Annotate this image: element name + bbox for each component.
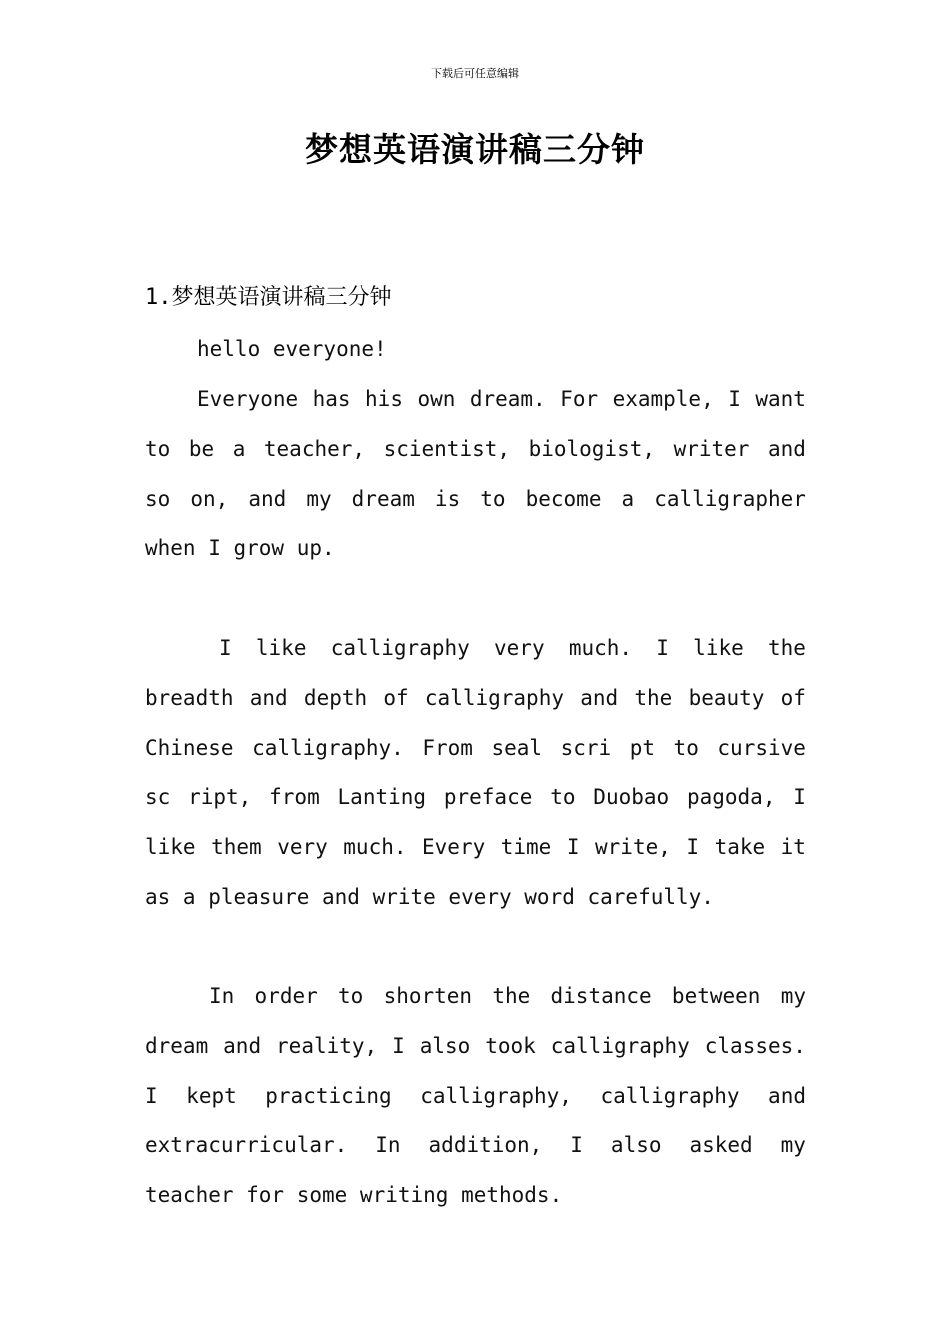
word: cursive [717, 735, 806, 760]
word: took [485, 1033, 536, 1058]
word: like [693, 636, 744, 660]
paragraph-line [145, 475, 806, 525]
page-header-note: 下载后可任意编辑 [431, 67, 519, 80]
word: In [375, 1133, 401, 1158]
word: on, [190, 486, 229, 511]
word: calligraphy [330, 636, 470, 660]
paragraph-line: when I grow up. [145, 536, 335, 561]
word: and [580, 685, 619, 710]
word: shorten [383, 984, 473, 1008]
word: calligraphy, [420, 1083, 572, 1108]
word: to [145, 436, 171, 461]
word: the [492, 984, 531, 1008]
word: preface [443, 785, 533, 810]
word: and [223, 1033, 262, 1058]
word: my [306, 486, 332, 511]
paragraph-line [145, 724, 806, 774]
word: the [767, 636, 806, 660]
word: I [728, 387, 741, 411]
paragraph-line [145, 1072, 806, 1122]
word: calligrapher [654, 486, 806, 511]
word: Everyone [197, 387, 299, 411]
word: very [277, 835, 328, 860]
paragraph-line [145, 972, 806, 1022]
word: to [673, 735, 699, 760]
word: I [392, 1033, 405, 1058]
word: ript, [188, 785, 252, 810]
word: dream [145, 1033, 209, 1058]
word: a [232, 436, 246, 461]
word: classes. [704, 1033, 806, 1058]
paragraph-line [145, 624, 806, 674]
word: extracurricular. [145, 1133, 348, 1158]
paragraph-3 [145, 972, 806, 1221]
word: I [793, 785, 806, 810]
word: asked [689, 1133, 753, 1158]
word: dream [351, 486, 415, 511]
word: depth [303, 685, 368, 710]
word: scri [560, 735, 612, 760]
word: seal [491, 735, 543, 760]
word: much. [568, 636, 633, 660]
word: a [621, 486, 635, 511]
word: I [566, 835, 580, 860]
word: calligraphy [550, 1033, 690, 1058]
word: and [768, 1083, 806, 1108]
section-heading: 1.梦想英语演讲稿三分钟 [145, 285, 392, 310]
word: and [249, 685, 288, 710]
word: teacher, [263, 436, 366, 461]
word: calligraphy. [252, 735, 404, 760]
word: and [767, 436, 806, 461]
paragraph-line [145, 375, 806, 425]
word: I [656, 636, 669, 660]
word: pagoda, [686, 785, 776, 810]
word: writer [673, 436, 750, 461]
paragraph-line [145, 823, 806, 873]
word: kept [186, 1083, 237, 1108]
word: I [219, 636, 232, 660]
word: to [338, 984, 364, 1008]
word: my [780, 984, 806, 1008]
word: pt [629, 735, 655, 760]
word: the [634, 685, 673, 710]
word: calligraphy [424, 685, 564, 710]
word: sc [145, 785, 171, 810]
word: is [434, 486, 461, 511]
word: between [671, 984, 761, 1008]
word: be [188, 436, 215, 461]
word: to [480, 486, 506, 511]
word: From [422, 735, 473, 760]
word: to [550, 785, 576, 810]
word: much. [343, 835, 407, 860]
word: my [780, 1133, 806, 1158]
word: Lanting [337, 785, 427, 810]
greeting-line: hello everyone! [197, 337, 387, 361]
word: reality, [276, 1033, 378, 1058]
word: Chinese [145, 735, 234, 760]
word: beauty [688, 685, 765, 710]
paragraph-line: teacher for some writing methods. [145, 1183, 563, 1208]
word: so [145, 486, 171, 511]
word: want [755, 387, 806, 411]
word: also [419, 1033, 471, 1058]
word: his [365, 387, 403, 411]
paragraph-line: as a pleasure and write every word carefully. [145, 884, 714, 909]
paragraph-line [145, 674, 806, 724]
word: time [500, 835, 552, 860]
word: breadth [145, 685, 234, 710]
word: like [255, 636, 307, 660]
word: example, [612, 387, 714, 411]
word: biologist, [528, 436, 656, 461]
word: I [145, 1083, 158, 1108]
word: like [145, 835, 196, 860]
word: practicing [265, 1083, 392, 1108]
word: and [248, 486, 287, 511]
word: become [525, 486, 602, 511]
word: addition, [428, 1133, 543, 1158]
word: it [780, 835, 806, 860]
document-title: 梦想英语演讲稿三分钟 [305, 130, 645, 169]
word: them [211, 835, 262, 860]
word: from [269, 785, 320, 810]
word: has [312, 387, 351, 411]
word: In [209, 984, 235, 1008]
paragraph-line [145, 1121, 806, 1171]
word: also [610, 1133, 662, 1158]
word: I [570, 1133, 583, 1158]
word: For [560, 387, 599, 411]
word: distance [550, 984, 652, 1008]
word: dream. [469, 387, 546, 411]
word: I [686, 835, 700, 860]
word: very [494, 636, 545, 660]
paragraph-1 [145, 375, 806, 574]
word: order [254, 984, 318, 1008]
word: Duobao [593, 785, 670, 810]
word: of [780, 685, 806, 710]
word: of [383, 685, 409, 710]
word: write, [595, 835, 671, 860]
word: calligraphy [600, 1083, 740, 1108]
word: own [417, 387, 456, 411]
paragraph-line [145, 425, 806, 475]
word: scientist, [383, 436, 511, 461]
paragraph-line [145, 1022, 806, 1072]
paragraph-line [145, 773, 806, 823]
word: Every [422, 835, 486, 860]
word: take [714, 835, 766, 860]
paragraph-2 [145, 624, 806, 923]
greeting-paragraph [145, 325, 806, 375]
